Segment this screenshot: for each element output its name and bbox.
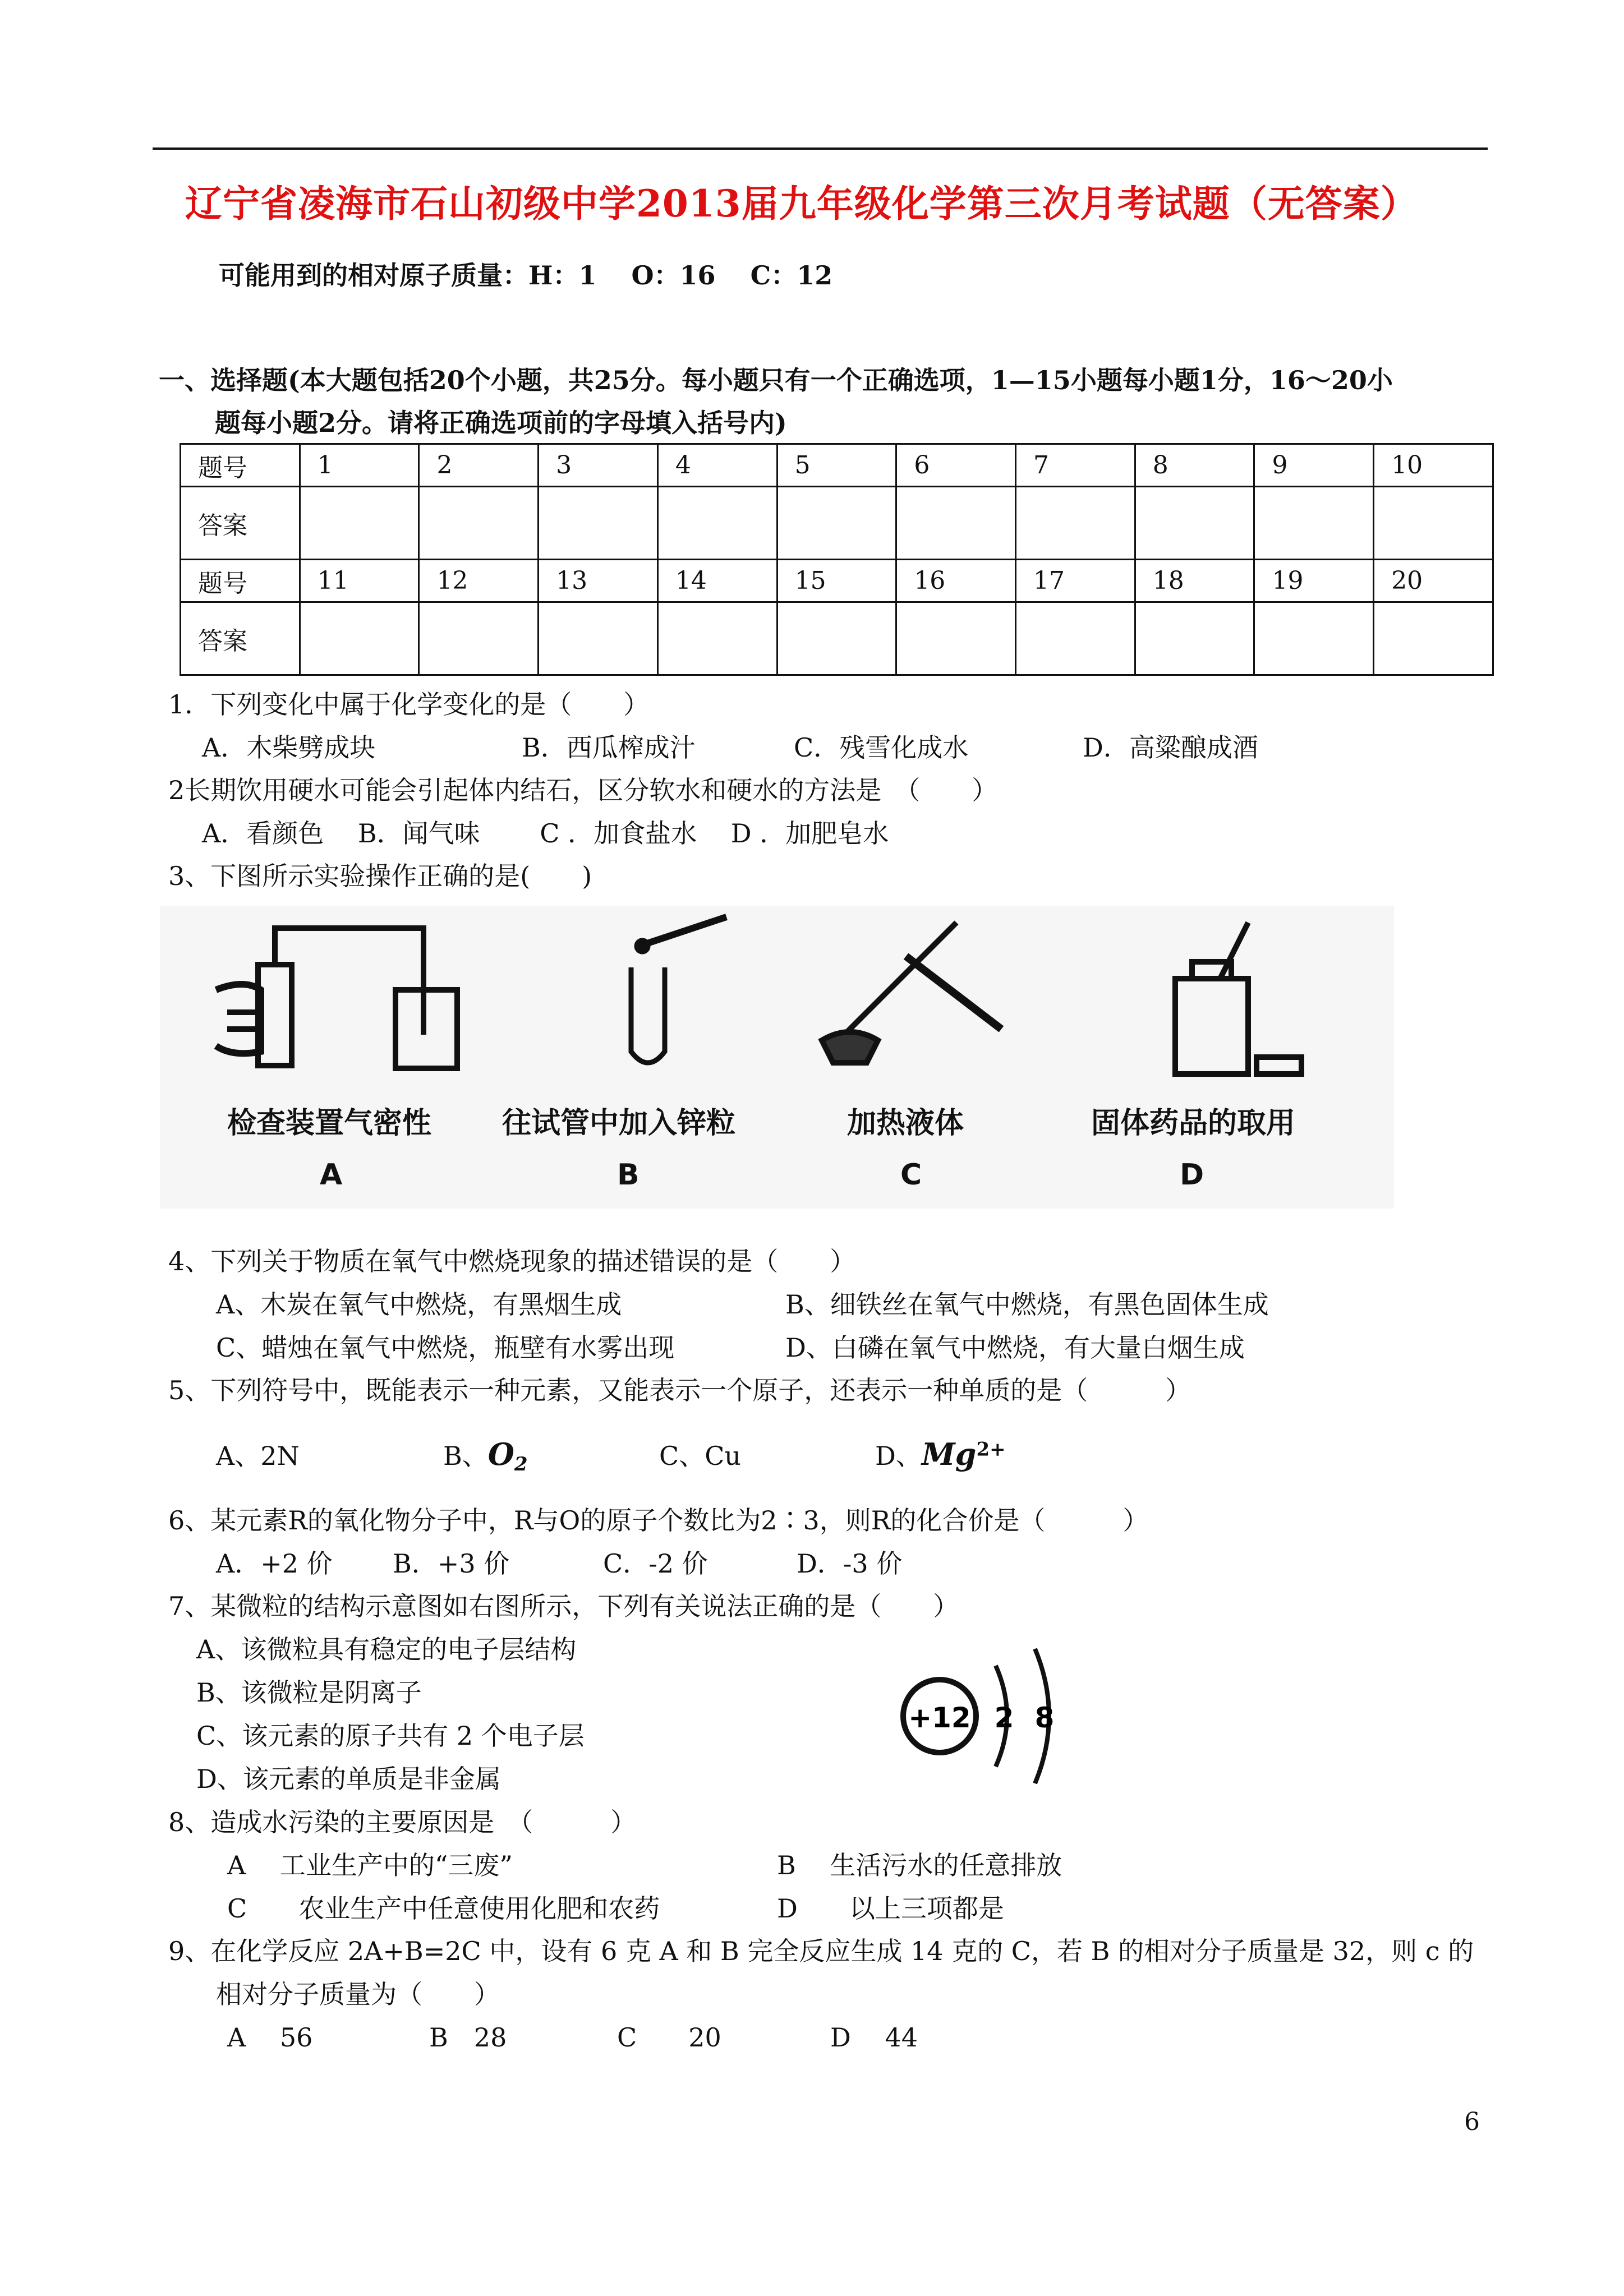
q7-option-d[interactable]: D、该元素的单质是非金属 — [196, 1764, 501, 1794]
table-cell: 1 — [300, 444, 419, 487]
question-5-stem: 5、下列符号中，既能表示一种元素，又能表示一个原子，还表示一种单质的是（ ） — [168, 1375, 1191, 1405]
table-row — [181, 444, 1493, 487]
q9-option-b[interactable]: B 28 — [429, 2022, 507, 2053]
figure-letter-a[interactable]: A — [320, 1158, 343, 1192]
q7-option-b[interactable]: B、该微粒是阴离子 — [196, 1677, 422, 1708]
section-heading-line1: 一、选择题(本大题包括20个小题，共25分。每小题只有一个正确选项，1—15小题每小题1分，16～20小 — [159, 365, 1393, 395]
answer-cell[interactable] — [539, 602, 658, 675]
table-cell: 18 — [1135, 560, 1254, 602]
q9-option-a[interactable]: A 56 — [227, 2022, 313, 2053]
q4-option-c[interactable]: C、蜡烛在氧气中燃烧，瓶壁有水雾出现 — [216, 1333, 675, 1363]
answer-cell[interactable] — [777, 487, 896, 560]
answer-cell[interactable] — [1374, 602, 1493, 675]
question-8-stem: 8、造成水污染的主要原因是 （ ） — [168, 1807, 637, 1837]
q8-option-b[interactable]: B 生活污水的任意排放 — [777, 1850, 1062, 1880]
q5-option-d[interactable] — [875, 1436, 1006, 1473]
answer-cell[interactable] — [657, 602, 777, 675]
question-6-stem: 6、某元素R的氧化物分子中，R与O的原子个数比为2∶3，则R的化合价是（ ） — [168, 1505, 1149, 1536]
figure-letter-d[interactable]: D — [1180, 1158, 1204, 1192]
atomic-mass-line: 可能用到的相对原子质量：H：1 O：16 C：12 — [219, 260, 833, 291]
table-cell: 11 — [300, 560, 419, 602]
answer-cell[interactable] — [896, 602, 1016, 675]
q9-option-d[interactable]: D 44 — [830, 2022, 918, 2053]
lab-apparatus-illustration — [160, 906, 1394, 1209]
q5-option-a[interactable]: A、2N — [216, 1441, 300, 1471]
q1-option-a[interactable]: A．木柴劈成块 — [202, 732, 376, 763]
figure-caption-d: 固体药品的取用 — [1091, 1106, 1296, 1140]
table-cell: 3 — [539, 444, 658, 487]
table-cell: 8 — [1135, 444, 1254, 487]
question-3-stem: 3、下图所示实验操作正确的是( ) — [168, 861, 592, 891]
answer-cell[interactable] — [1135, 602, 1254, 675]
question-7-stem: 7、某微粒的结构示意图如右图所示，下列有关说法正确的是（ ） — [168, 1591, 959, 1621]
figure-caption-b: 往试管中加入锌粒 — [502, 1106, 736, 1140]
header-rule — [153, 147, 1488, 150]
answer-cell[interactable] — [1374, 487, 1493, 560]
table-cell: 4 — [657, 444, 777, 487]
answer-cell[interactable] — [1254, 487, 1374, 560]
page-number: 6 — [1464, 2108, 1480, 2136]
table-cell: 10 — [1374, 444, 1493, 487]
table-cell: 13 — [539, 560, 658, 602]
q7-option-c[interactable]: C、该元素的原子共有 2 个电子层 — [196, 1721, 585, 1751]
answer-table — [180, 443, 1494, 676]
table-label: 题号 — [181, 444, 300, 487]
q5-option-d-superscript: 2+ — [976, 1438, 1006, 1461]
answer-cell[interactable] — [896, 487, 1016, 560]
table-cell: 14 — [657, 560, 777, 602]
table-label: 题号 — [181, 560, 300, 602]
table-row — [181, 602, 1493, 675]
table-label: 答案 — [181, 487, 300, 560]
heating-liquid-apparatus — [822, 923, 1001, 1063]
answer-cell[interactable] — [300, 602, 419, 675]
table-cell: 6 — [896, 444, 1016, 487]
q7-option-a[interactable]: A、该微粒具有稳定的电子层结构 — [196, 1634, 577, 1665]
question-2-stem: 2长期饮用硬水可能会引起体内结石，区分软水和硬水的方法是 （ ） — [168, 775, 998, 805]
answer-cell[interactable] — [1254, 602, 1374, 675]
answer-cell[interactable] — [1016, 602, 1135, 675]
answer-cell[interactable] — [657, 487, 777, 560]
table-label: 答案 — [181, 602, 300, 675]
shell-1-count: 2 — [994, 1702, 1014, 1734]
q9-option-c[interactable]: C 20 — [617, 2022, 721, 2053]
table-cell: 15 — [777, 560, 896, 602]
q5-option-b[interactable] — [443, 1436, 528, 1476]
question-9-stem-line1: 9、在化学反应 2A+B=2C 中，设有 6 克 A 和 B 完全反应生成 14 克的 C，若 B 的相对分子质量是 32，则 c 的 — [168, 1936, 1474, 1966]
lab-operations-figure — [160, 906, 1394, 1209]
table-cell: 12 — [419, 560, 539, 602]
table-row — [181, 487, 1493, 560]
q5-option-b-subscript: 2 — [514, 1453, 528, 1476]
q6-option-d[interactable]: D．-3 价 — [797, 1548, 903, 1579]
q5-option-d-prefix: D、 — [875, 1441, 922, 1471]
q5-option-b-formula: O — [487, 1436, 514, 1472]
airtight-check-apparatus — [216, 928, 457, 1068]
q5-option-b-prefix: B、 — [443, 1441, 488, 1471]
q5-option-c[interactable]: C、Cu — [659, 1441, 742, 1471]
table-cell: 20 — [1374, 560, 1493, 602]
test-tube-apparatus — [631, 917, 726, 1063]
answer-cell[interactable] — [539, 487, 658, 560]
table-cell: 9 — [1254, 444, 1374, 487]
table-cell: 16 — [896, 560, 1016, 602]
solid-reagent-apparatus — [1175, 923, 1301, 1074]
question-9-stem-line2: 相对分子质量为（ ） — [216, 1979, 500, 2009]
section-heading — [159, 359, 1494, 444]
figure-letter-b[interactable]: B — [617, 1158, 640, 1192]
q1-option-c[interactable]: C．残雪化成水 — [794, 732, 969, 763]
figure-caption-a: 检查装置气密性 — [227, 1106, 432, 1140]
q8-option-d[interactable]: D 以上三项都是 — [777, 1893, 1004, 1924]
table-cell: 17 — [1016, 560, 1135, 602]
nucleus-charge: +12 — [908, 1702, 971, 1734]
q1-option-d[interactable]: D．高粱酿成酒 — [1083, 732, 1258, 763]
answer-cell[interactable] — [1135, 487, 1254, 560]
section-heading-line2: 题每小题2分。请将正确选项前的字母填入括号内) — [215, 408, 787, 438]
q1-option-b[interactable]: B．西瓜榨成汁 — [522, 732, 696, 763]
q6-option-c[interactable]: C．-2 价 — [603, 1548, 708, 1579]
q6-option-b[interactable]: B．+3 价 — [393, 1548, 510, 1579]
answer-cell[interactable] — [1016, 487, 1135, 560]
q4-option-b[interactable]: B、细铁丝在氧气中燃烧，有黑色固体生成 — [785, 1289, 1269, 1320]
answer-cell[interactable] — [419, 602, 539, 675]
answer-cell[interactable] — [300, 487, 419, 560]
q8-option-a[interactable]: A 工业生产中的“三废” — [227, 1850, 513, 1880]
question-1-stem: 1．下列变化中属于化学变化的是（ ） — [168, 689, 650, 720]
question-4-stem: 4、下列关于物质在氧气中燃烧现象的描述错误的是（ ） — [168, 1246, 856, 1276]
table-cell: 5 — [777, 444, 896, 487]
q4-option-a[interactable]: A、木炭在氧气中燃烧，有黑烟生成 — [216, 1289, 622, 1320]
table-cell: 2 — [419, 444, 539, 487]
exam-title: 辽宁省凌海市石山初级中学2013届九年级化学第三次月考试题（无答案） — [185, 182, 1418, 225]
q6-option-a[interactable]: A．+2 价 — [216, 1548, 333, 1579]
q4-option-d[interactable]: D、白磷在氧气中燃烧，有大量白烟生成 — [785, 1333, 1245, 1363]
atom-structure-diagram — [898, 1638, 1071, 1806]
table-row — [181, 560, 1493, 602]
q5-option-d-formula: Mg — [921, 1436, 977, 1472]
figure-letter-c[interactable]: C — [900, 1158, 922, 1192]
answer-cell[interactable] — [777, 602, 896, 675]
q8-option-c[interactable]: C 农业生产中任意使用化肥和农药 — [227, 1893, 660, 1924]
figure-caption-c: 加热液体 — [847, 1106, 964, 1140]
shell-2-count: 8 — [1034, 1702, 1055, 1734]
answer-cell[interactable] — [419, 487, 539, 560]
q2-options[interactable]: A．看颜色 B．闻气味 C ．加食盐水 D ．加肥皂水 — [202, 818, 889, 849]
table-cell: 7 — [1016, 444, 1135, 487]
table-cell: 19 — [1254, 560, 1374, 602]
